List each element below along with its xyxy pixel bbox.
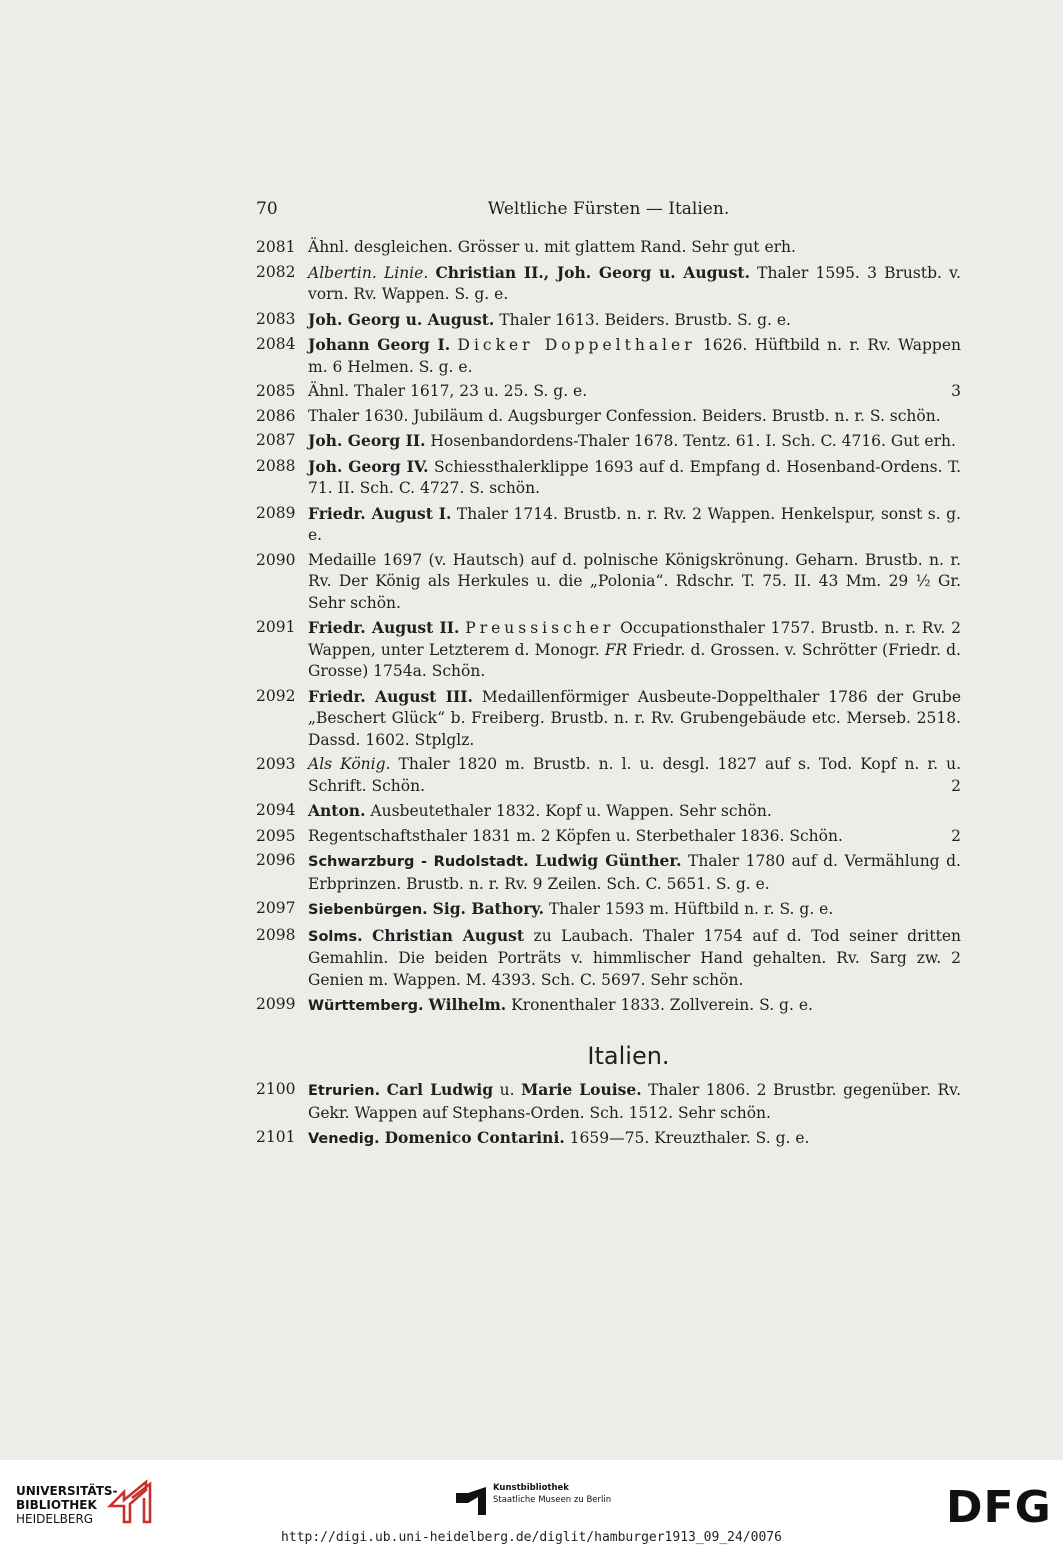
catalog-entry bbox=[256, 898, 961, 922]
entry-number: 2096 bbox=[256, 851, 296, 869]
entry-text bbox=[308, 430, 961, 453]
description-text: Thaler 1630. Jubiläum d. Augsburger Confession. Beiders. Brustb. n. r. S. schön. bbox=[308, 406, 941, 425]
ruler-name: Friedr. August II. bbox=[308, 618, 460, 637]
catalog-entry bbox=[256, 994, 961, 1018]
description-text: Ähnl. Thaler 1617, 23 u. 25. S. g. e. bbox=[308, 382, 588, 400]
description-text: Thaler 1714. Brustb. n. r. Rv. 2 Wappen. Henkelspur, sonst s. g. e. bbox=[308, 504, 961, 544]
region-name: Siebenbürgen. bbox=[308, 902, 428, 918]
catalog-entry bbox=[256, 617, 961, 683]
entry-text bbox=[308, 994, 961, 1018]
entry-text bbox=[308, 406, 961, 428]
catalog-entry bbox=[256, 430, 961, 453]
ruler-name: Domenico Contarini. bbox=[384, 1128, 565, 1147]
description-text: Regentschaftsthaler 1831 m. 2 Köpfen u. Sterbethaler 1836. Schön. bbox=[308, 826, 843, 845]
region-name: Württemberg. bbox=[308, 998, 424, 1014]
entry-text bbox=[308, 456, 961, 500]
spaced-text: Preussischer bbox=[465, 619, 615, 637]
ruler-name: Carl Ludwig bbox=[386, 1080, 494, 1099]
ub-heidelberg-wordmark[interactable]: UNIVERSITÄTS- BIBLIOTHEK HEIDELBERG bbox=[16, 1484, 118, 1526]
description-text: Thaler 1820 m. Brustb. n. l. u. desgl. 1827 auf s. Tod. Kopf n. r. u. Schrift. Schön. bbox=[308, 755, 961, 795]
description-text: Thaler 1780 auf d. Vermählung d. Erbprinzen. Brustb. n. r. Rv. 9 Zeilen. Sch. C. 5651. S. g. e. bbox=[308, 852, 961, 893]
catalog-entry bbox=[256, 262, 961, 306]
entry-number: 2101 bbox=[256, 1128, 296, 1146]
entry-list-main bbox=[256, 237, 961, 1018]
entry-number: 2081 bbox=[256, 238, 296, 256]
description-text: Kronenthaler 1833. Zollverein. S. g. e. bbox=[506, 996, 813, 1014]
ruler-name: Anton. bbox=[308, 801, 366, 820]
lot-count: 2 bbox=[951, 826, 961, 845]
description-text: Ähnl. desgleichen. Grösser u. mit glattem Rand. Sehr gut erh. bbox=[308, 238, 796, 256]
entry-number: 2085 bbox=[256, 382, 296, 400]
description-text: Thaler 1613. Beiders. Brustb. S. g. e. bbox=[494, 310, 791, 329]
description-text bbox=[450, 336, 457, 354]
description-text: Thaler 1593 m. Hüftbild n. r. S. g. e. bbox=[544, 900, 834, 918]
region-name: Venedig. bbox=[308, 1131, 380, 1147]
entry-number: 2090 bbox=[256, 550, 296, 569]
catalog-entry bbox=[256, 1127, 961, 1151]
page-number: 70 bbox=[256, 199, 278, 219]
entry-number: 2100 bbox=[256, 1080, 296, 1098]
ruler-name: Sig. Bathory. bbox=[432, 899, 545, 918]
description-text: Ausbeutethaler 1832. Kopf u. Wappen. Sehr schön. bbox=[365, 802, 772, 820]
ruler-name: Joh. Georg II. bbox=[308, 431, 426, 450]
lot-count: 3 bbox=[951, 382, 961, 400]
catalog-entry bbox=[256, 503, 961, 547]
entry-number: 2094 bbox=[256, 801, 296, 819]
catalog-entry bbox=[256, 456, 961, 500]
entry-number: 2084 bbox=[256, 335, 296, 353]
entry-number: 2086 bbox=[256, 406, 296, 425]
entry-text bbox=[308, 237, 961, 259]
ruler-name: Joh. Georg u. August. bbox=[308, 309, 495, 329]
entry-text bbox=[308, 1079, 961, 1124]
ruler-name: Friedr. August I. bbox=[308, 503, 452, 523]
entry-number: 2097 bbox=[256, 899, 296, 917]
entry-text bbox=[308, 850, 961, 895]
entry-number: 2098 bbox=[256, 925, 296, 944]
catalog-entry bbox=[256, 686, 961, 752]
catalog-entry bbox=[256, 309, 961, 332]
kunstbibliothek-wordmark[interactable]: Kunstbibliothek Staatliche Museen zu Berlin bbox=[493, 1483, 612, 1505]
region-name: Schwarzburg - Rudolstadt. bbox=[308, 854, 529, 870]
description-text: Hosenbandordens-Thaler 1678. Tentz. 61. I. Sch. C. 4716. Gut erh. bbox=[425, 432, 956, 450]
description-text: Friedr. d. Grossen. v. Schrötter (Friedr. d. Grosse) 1754a. Schön. bbox=[308, 640, 961, 680]
ruler-name: Christian August bbox=[372, 925, 525, 945]
italic-text: FR bbox=[604, 640, 628, 659]
description-text: 1659—75. Kreuzthaler. S. g. e. bbox=[564, 1129, 810, 1147]
description-text: Schiessthalerklippe 1693 auf d. Empfang d. Hosenband-Ordens. T. 71. II. Sch. C. 4727. S. schön. bbox=[308, 457, 961, 497]
catalog-entry bbox=[256, 550, 961, 615]
dfg-logo[interactable]: DFG bbox=[946, 1482, 1052, 1533]
entry-number: 2093 bbox=[256, 755, 296, 773]
ruler-name: Friedr. August III. bbox=[308, 686, 473, 706]
ruler-name: Marie Louise. bbox=[521, 1080, 642, 1099]
description-text: Medaille 1697 (v. Hautsch) auf d. polnische Königskrönung. Geharn. Brustb. n. r. Rv. Der König als Herkules u. die „Polonia“. Rdschr. T. 75. II. 43 Mm. 29 ½ Gr. Sehr schön. bbox=[308, 550, 961, 612]
entry-number: 2089 bbox=[256, 503, 296, 522]
entry-text bbox=[308, 800, 961, 823]
description-text: Thaler 1595. 3 Brustb. v. vorn. Rv. Wappen. S. g. e. bbox=[308, 263, 961, 303]
entry-number: 2083 bbox=[256, 309, 296, 328]
entry-text bbox=[308, 925, 961, 992]
page-header bbox=[256, 199, 961, 223]
entry-list-italy bbox=[256, 1079, 961, 1151]
entry-text bbox=[308, 686, 961, 752]
entry-text bbox=[308, 754, 961, 797]
italic-text: Albertin. Linie. bbox=[308, 263, 429, 282]
entry-text bbox=[308, 898, 961, 922]
description-text: Medaillenförmiger Ausbeute-Doppelthaler 1786 der Grube „Beschert Glück“ b. Freiberg. Brustb. n. r. Rv. Grubengebäude etc. Merseb. 2518. Dassd. 1602. Stplglz. bbox=[308, 687, 961, 749]
entry-number: 2092 bbox=[256, 686, 296, 705]
catalog-entry bbox=[256, 800, 961, 823]
entry-text bbox=[308, 262, 961, 306]
section-title: Italien. bbox=[587, 1041, 670, 1070]
ruler-name: Joh. Georg IV. bbox=[308, 456, 429, 476]
entry-number: 2082 bbox=[256, 262, 296, 281]
region-name: Solms. bbox=[308, 928, 363, 945]
entry-text bbox=[308, 309, 961, 332]
description-text: Occupationsthaler 1757. Brustb. n. r. Rv. 2 Wappen, unter Letzterem d. Monogr. bbox=[308, 619, 961, 659]
permalink-url[interactable]: http://digi.ub.uni-heidelberg.de/diglit/hamburger1913_09_24/0076 bbox=[281, 1530, 782, 1545]
catalog-entry bbox=[256, 925, 961, 992]
description-text: zu Laubach. Thaler 1754 auf d. Tod seiner dritten Gemahlin. Die beiden Porträts v. himmlischer Hand gehalten. Rv. Sarg zw. 2 Genien m. Wappen. M. 4393. Sch. C. 5697. Sehr schön. bbox=[308, 926, 961, 989]
spaced-text: Dicker Doppelthaler bbox=[457, 336, 696, 354]
entry-number: 2088 bbox=[256, 456, 296, 475]
ub-heidelberg-logo-icon[interactable] bbox=[106, 1478, 154, 1526]
ruler-name: Wilhelm. bbox=[428, 995, 507, 1014]
entry-text bbox=[308, 334, 961, 378]
lot-count: 2 bbox=[951, 776, 961, 795]
catalog-entries bbox=[256, 237, 961, 1154]
entry-text bbox=[308, 1127, 961, 1151]
description-text: 1626. Hüftbild n. r. Rv. Wappen m. 6 Helmen. S. g. e. bbox=[308, 336, 961, 376]
entry-text bbox=[308, 503, 961, 547]
ruler-name: Christian II., Joh. Georg u. August. bbox=[435, 262, 750, 282]
entry-number: 2091 bbox=[256, 618, 296, 636]
catalog-entry bbox=[256, 334, 961, 378]
footer-bar bbox=[0, 1460, 1063, 1548]
catalog-entry bbox=[256, 826, 961, 848]
entry-number: 2095 bbox=[256, 826, 296, 845]
description-text: u. bbox=[493, 1081, 522, 1099]
description-text: Thaler 1806. 2 Brustbr. gegenüber. Rv. Gekr. Wappen auf Stephans-Orden. Sch. 1512. Sehr schön. bbox=[308, 1081, 962, 1122]
entry-text bbox=[308, 381, 961, 403]
kunstbibliothek-logo-icon[interactable] bbox=[456, 1487, 486, 1515]
italic-text: Als König. bbox=[308, 755, 391, 773]
description-text bbox=[363, 927, 372, 945]
catalog-entry bbox=[256, 1079, 961, 1124]
catalog-entry bbox=[256, 237, 961, 259]
catalog-entry bbox=[256, 850, 961, 895]
entry-text bbox=[308, 826, 961, 848]
entry-number: 2087 bbox=[256, 431, 296, 449]
entry-text bbox=[308, 550, 961, 615]
catalog-entry bbox=[256, 754, 961, 797]
ruler-name: Johann Georg I. bbox=[308, 335, 451, 354]
page-title: Weltliche Fürsten — Italien. bbox=[487, 199, 730, 219]
region-name: Etrurien. bbox=[308, 1083, 381, 1099]
ruler-name: Ludwig Günther. bbox=[535, 851, 682, 870]
entry-text bbox=[308, 617, 961, 683]
entry-number: 2099 bbox=[256, 995, 296, 1013]
catalog-entry bbox=[256, 406, 961, 428]
catalog-entry bbox=[256, 381, 961, 403]
